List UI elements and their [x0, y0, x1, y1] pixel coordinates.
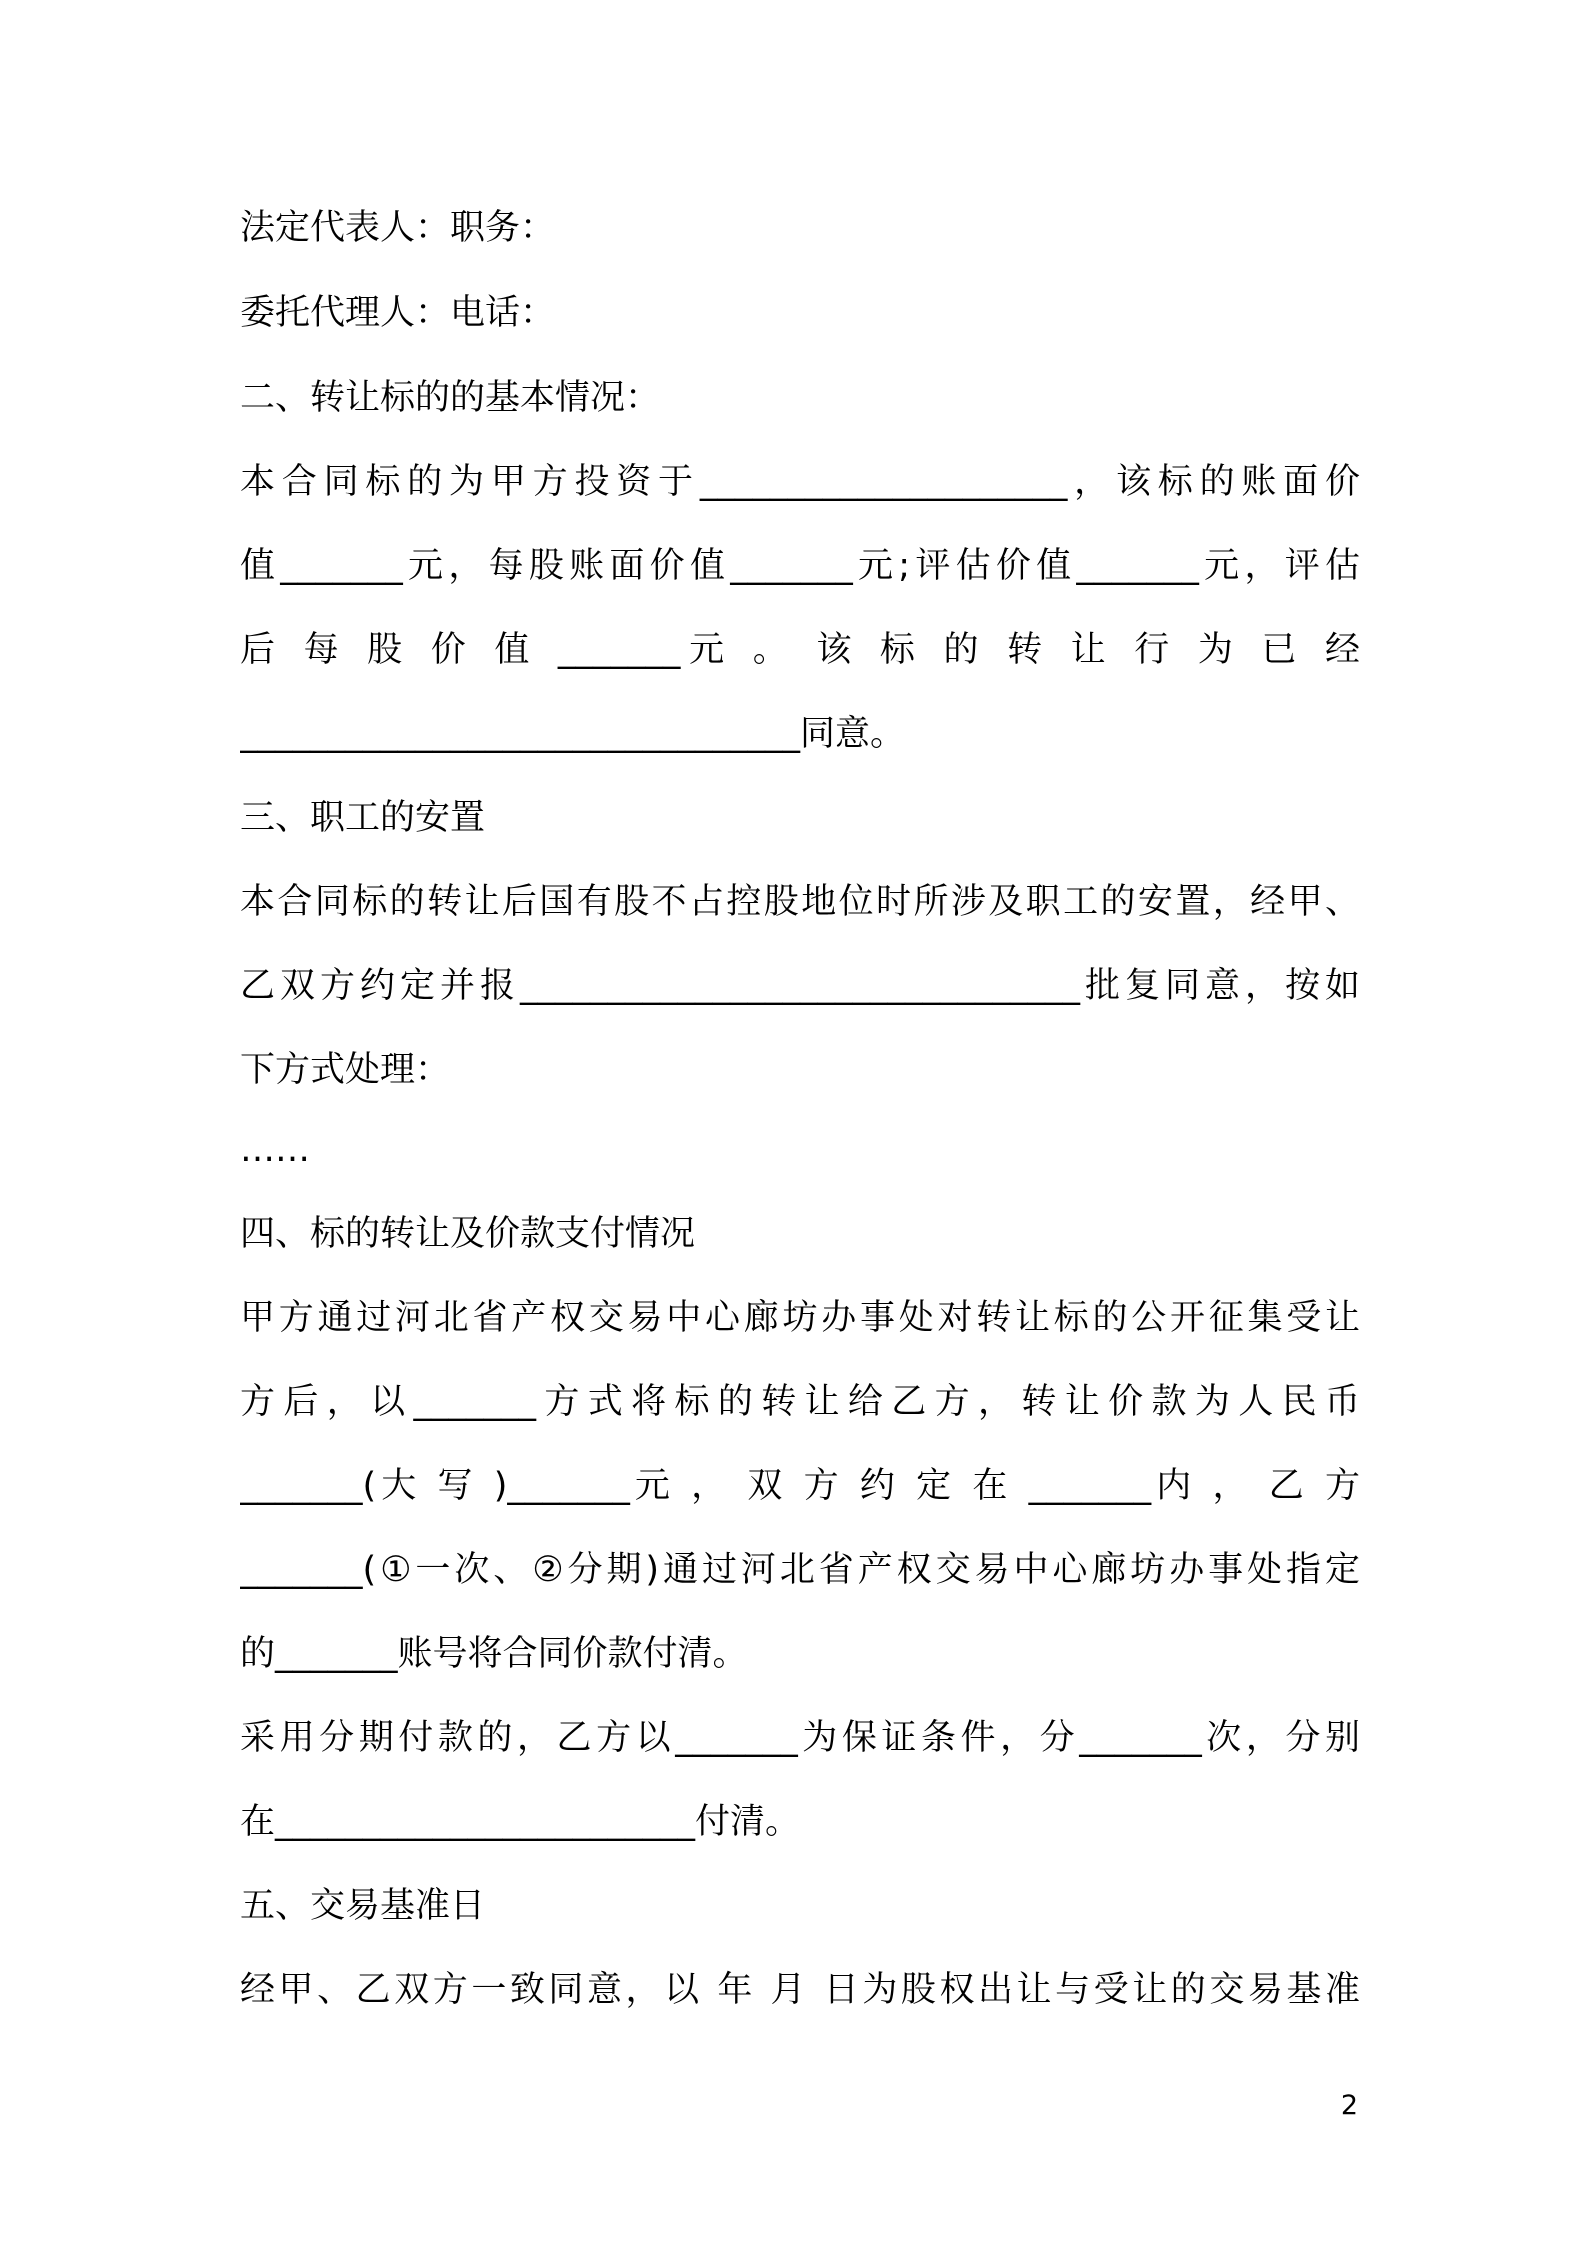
text-line: 乙双方约定并报________________________________批复同意，按如: [240, 966, 1360, 1006]
text-line-agent: 委托代理人：电话：: [240, 293, 556, 333]
text-line: 采用分期付款的，乙方以_______为保证条件，分_______次，分别: [240, 1718, 1360, 1758]
section-heading-2: 二、转让标的的基本情况：: [240, 378, 661, 418]
text-line: ________________________________同意。: [240, 714, 906, 754]
text-line: 本合同标的为甲方投资于_____________________，该标的账面价: [240, 462, 1360, 502]
text-line: 下方式处理：: [240, 1050, 451, 1090]
text-line: 值_______元，每股账面价值_______元;评估价值_______元，评估: [240, 546, 1360, 586]
page-number: 2: [1340, 2090, 1358, 2121]
section-heading-5: 五、交易基准日: [240, 1886, 486, 1926]
text-line: 的_______账号将合同价款付清。: [240, 1634, 748, 1674]
text-line: 甲方通过河北省产权交易中心廊坊办事处对转让标的公开征集受让: [240, 1298, 1360, 1338]
text-line: 在________________________付清。: [240, 1802, 801, 1842]
text-line-legal-representative: 法定代表人：职务：: [240, 208, 556, 248]
text-line: 后 每 股 价 值 _______元 。 该 标 的 转 让 行 为 已 经: [240, 630, 1360, 670]
text-line: _______(①一次、②分期)通过河北省产权交易中心廊坊办事处指定: [240, 1550, 1360, 1590]
text-line: 经甲、乙双方一致同意，以 年 月 日为股权出让与受让的交易基准: [240, 1970, 1360, 2010]
ellipsis-line: ……: [240, 1130, 310, 1170]
text-line: _______(大 写 )_______元 ， 双 方 约 定 在 _______内 ， 乙 方: [240, 1466, 1360, 1506]
section-heading-3: 三、职工的安置: [240, 798, 486, 838]
text-line: 方后，以_______方式将标的转让给乙方，转让价款为人民币: [240, 1382, 1360, 1422]
section-heading-4: 四、标的转让及价款支付情况: [240, 1214, 696, 1254]
text-line: 本合同标的转让后国有股不占控股地位时所涉及职工的安置，经甲、: [240, 882, 1360, 922]
